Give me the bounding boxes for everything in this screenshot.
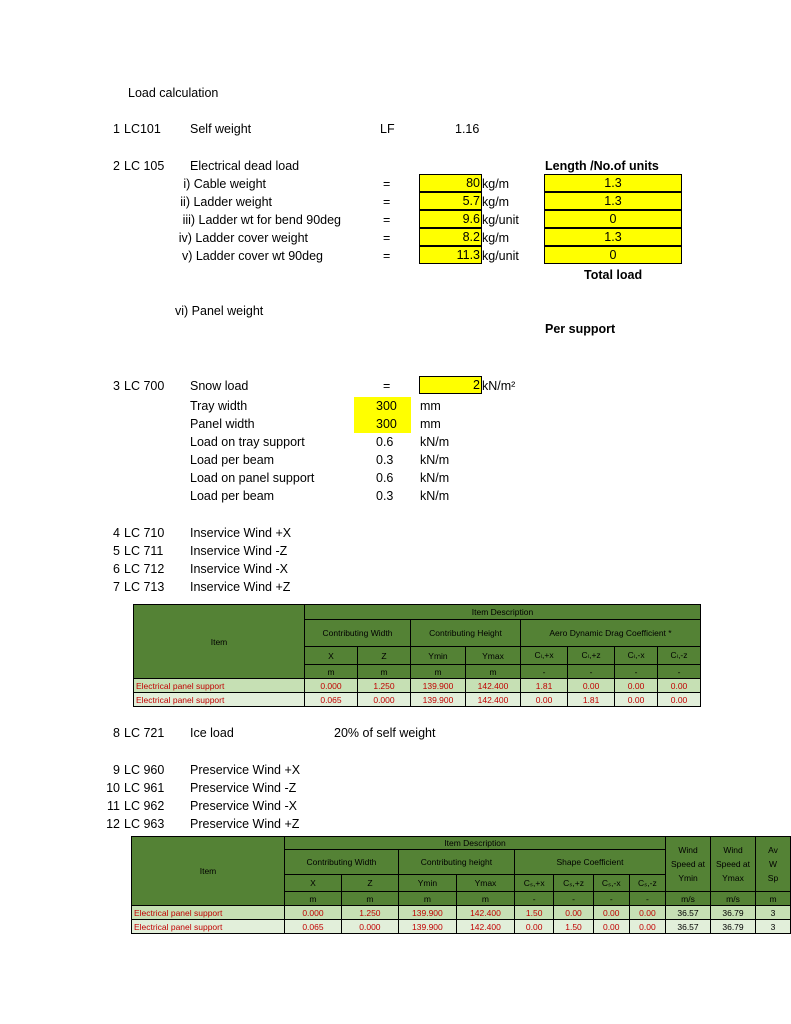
cell[interactable]: 0.065 <box>285 920 342 934</box>
lc-code: LC 105 <box>124 159 165 173</box>
unit-header: m <box>756 892 791 906</box>
unit-header: - <box>568 665 615 679</box>
equals-sign: = <box>383 177 391 191</box>
cell[interactable]: 1.250 <box>357 679 410 693</box>
lc-name: Inservice Wind +Z <box>190 580 291 594</box>
equals-sign: = <box>383 195 391 209</box>
lc-name: Inservice Wind -Z <box>190 544 288 558</box>
table-header-ch: Contributing Height <box>410 620 520 647</box>
table-row <box>132 906 791 920</box>
dead-load-label: i) Cable weight <box>183 177 266 191</box>
unit-header: m <box>357 665 410 679</box>
cell[interactable]: 142.400 <box>465 679 520 693</box>
cell[interactable]: 0.00 <box>658 693 701 707</box>
avg-line1: Av <box>768 845 778 855</box>
cell[interactable]: 0.00 <box>568 679 615 693</box>
unit-header: m <box>305 665 358 679</box>
dead-load-value[interactable]: 9.6 <box>419 210 482 228</box>
cell[interactable]: 36.79 <box>711 906 756 920</box>
snow-row-unit: mm <box>420 399 441 413</box>
table-header-ws-min: Wind Speed at Ymin <box>666 837 711 892</box>
cell[interactable]: 36.57 <box>666 906 711 920</box>
lc-number: 5 <box>113 544 120 558</box>
unit-header: - <box>629 892 665 906</box>
dead-load-label: v) Ladder cover wt 90deg <box>181 249 323 263</box>
lc-code: LC 712 <box>124 562 165 576</box>
preservice-table-viewport <box>131 836 779 936</box>
lc-number: 7 <box>113 580 120 594</box>
snow-row-unit: kN/m <box>420 435 450 449</box>
lc-number: 8 <box>113 726 120 740</box>
dead-load-value[interactable]: 80 <box>419 174 482 192</box>
dead-load-unit: kg/unit <box>482 213 519 227</box>
snow-row-value: 0.6 <box>376 471 394 485</box>
cell[interactable]: 139.900 <box>410 693 465 707</box>
col-header: Cₛ,-x <box>593 875 629 892</box>
snow-load-value[interactable]: 2 <box>419 376 482 394</box>
cell[interactable]: 0.065 <box>305 693 358 707</box>
snow-row-label: Load per beam <box>190 453 275 467</box>
lc-code: LC 962 <box>124 799 165 813</box>
lc-name: Preservice Wind +X <box>190 763 301 777</box>
table-header-ch: Contributing height <box>398 850 514 875</box>
cell[interactable]: 0.00 <box>658 679 701 693</box>
panel-weight-label: vi) Panel weight <box>175 304 264 318</box>
lc-name: Inservice Wind +X <box>190 526 292 540</box>
length-header: Length /No.of units <box>545 159 659 173</box>
lc-name: Snow load <box>190 379 249 393</box>
row-label: Electrical panel support <box>134 679 305 693</box>
table-header-cw: Contributing Width <box>285 850 399 875</box>
col-header: Z <box>341 875 398 892</box>
inservice-wind-table <box>133 604 701 707</box>
lc-name: Inservice Wind -X <box>190 562 288 576</box>
cell[interactable]: 139.900 <box>410 679 465 693</box>
col-header: Cₛ,-z <box>629 875 665 892</box>
per-support-label: Per support <box>545 322 616 336</box>
lc-name: Preservice Wind -X <box>190 799 297 813</box>
unit-header: m <box>456 892 514 906</box>
cell[interactable]: 0.00 <box>554 906 593 920</box>
snow-row-label: Panel width <box>190 417 255 431</box>
lc-number: 2 <box>113 159 120 173</box>
unit-header: m <box>465 665 520 679</box>
snow-row-value: 0.3 <box>376 453 394 467</box>
col-header: Ymin <box>410 647 465 665</box>
length-value[interactable]: 1.3 <box>544 228 682 246</box>
table-header-cw: Contributing Width <box>305 620 411 647</box>
cell[interactable]: 0.00 <box>593 906 629 920</box>
lc-code: LC 710 <box>124 526 165 540</box>
lc-name: Electrical dead load <box>190 159 300 173</box>
length-value[interactable]: 1.3 <box>544 192 682 210</box>
cell[interactable]: 142.400 <box>465 693 520 707</box>
lc-number: 12 <box>106 817 120 831</box>
dead-load-label: ii) Ladder weight <box>180 195 272 209</box>
panel-width-value[interactable]: 300 <box>354 415 411 433</box>
col-header: Cₗ,+x <box>521 647 568 665</box>
row-label: Electrical panel support <box>132 920 285 934</box>
table-header-ws-max: Wind Speed at Ymax <box>711 837 756 892</box>
snow-row-unit: kN/m <box>420 471 450 485</box>
cell[interactable]: 139.900 <box>398 920 456 934</box>
cell[interactable]: 36.79 <box>711 920 756 934</box>
lc-name: Self weight <box>190 122 252 136</box>
lc-number: 6 <box>113 562 120 576</box>
lc-code: LC 713 <box>124 580 165 594</box>
lc-name: Preservice Wind +Z <box>190 817 300 831</box>
snow-row-unit: kN/m <box>420 489 450 503</box>
dead-load-value[interactable]: 5.7 <box>419 192 482 210</box>
dead-load-unit: kg/m <box>482 195 510 209</box>
cell[interactable]: 1.81 <box>521 679 568 693</box>
unit-header: m <box>341 892 398 906</box>
cell[interactable]: 1.50 <box>514 906 553 920</box>
lc-code: LC 721 <box>124 726 165 740</box>
snow-row-unit: kN/m <box>420 453 450 467</box>
table-header-avg <box>756 837 791 892</box>
snow-load-unit: kN/m² <box>482 379 516 393</box>
lc-code: LC 963 <box>124 817 165 831</box>
cell[interactable]: 0.000 <box>305 679 358 693</box>
table-header-drag: Aero Dynamic Drag Coefficient * <box>521 620 701 647</box>
lc-number: 4 <box>113 526 120 540</box>
length-value[interactable]: 0 <box>544 210 682 228</box>
col-header: Z <box>357 647 410 665</box>
cell[interactable]: 0.00 <box>629 920 665 934</box>
table-row <box>134 693 701 707</box>
page-title: Load calculation <box>128 86 219 100</box>
avg-line3: Sp <box>767 873 779 883</box>
lc-code: LC101 <box>124 122 161 136</box>
snow-row-unit: mm <box>420 417 441 431</box>
unit-header: - <box>593 892 629 906</box>
unit-header: m/s <box>711 892 756 906</box>
row-label: Electrical panel support <box>132 906 285 920</box>
table-row <box>134 679 701 693</box>
dead-load-value[interactable]: 8.2 <box>419 228 482 246</box>
table-header-shape: Shape Coefficient <box>514 850 665 875</box>
lc-name: Preservice Wind -Z <box>190 781 297 795</box>
length-value[interactable]: 1.3 <box>544 174 682 192</box>
lc-name: Ice load <box>190 726 234 740</box>
cell[interactable]: 1.50 <box>554 920 593 934</box>
lf-value: 1.16 <box>455 122 480 136</box>
cell[interactable]: 1.81 <box>568 693 615 707</box>
equals-sign: = <box>383 231 391 245</box>
cell[interactable]: 1.250 <box>341 906 398 920</box>
snow-row-label: Tray width <box>190 399 248 413</box>
unit-header: - <box>514 892 553 906</box>
ice-load-value: 20% of self weight <box>334 726 436 740</box>
cell[interactable]: 0.00 <box>629 906 665 920</box>
cell[interactable]: 0.00 <box>593 920 629 934</box>
lc-number: 1 <box>113 122 120 136</box>
snow-row-label: Load per beam <box>190 489 275 503</box>
dead-load-label: iv) Ladder cover weight <box>178 231 308 245</box>
table-header-item: Item <box>132 837 285 906</box>
lc-number: 10 <box>106 781 120 795</box>
unit-header: m <box>398 892 456 906</box>
col-header: Ymax <box>465 647 520 665</box>
length-value[interactable]: 0 <box>544 246 682 264</box>
cell[interactable]: 0.00 <box>521 693 568 707</box>
col-header: Cₗ,+z <box>568 647 615 665</box>
table-header-desc: Item Description <box>305 605 701 620</box>
dead-load-value[interactable]: 11.3 <box>419 246 482 264</box>
lc-number: 9 <box>113 763 120 777</box>
unit-header: - <box>615 665 658 679</box>
cell[interactable]: 0.000 <box>285 906 342 920</box>
cell[interactable]: 142.400 <box>456 906 514 920</box>
dead-load-unit: kg/m <box>482 177 510 191</box>
cell[interactable]: 0.00 <box>615 679 658 693</box>
col-header: Cₛ,+x <box>514 875 553 892</box>
row-label: Electrical panel support <box>134 693 305 707</box>
lc-number: 3 <box>113 379 120 393</box>
preservice-wind-table <box>131 836 791 934</box>
lc-code: LC 711 <box>124 544 164 558</box>
unit-header: - <box>521 665 568 679</box>
unit-header: m <box>285 892 342 906</box>
lc-code: LC 700 <box>124 379 165 393</box>
snow-row-label: Load on tray support <box>190 435 305 449</box>
avg-line2: W <box>768 859 778 869</box>
unit-header: m/s <box>666 892 711 906</box>
lf-label: LF <box>380 122 395 136</box>
cell[interactable]: 0.00 <box>514 920 553 934</box>
dead-load-label: iii) Ladder wt for bend 90deg <box>182 213 341 227</box>
table-row <box>132 920 791 934</box>
equals-sign: = <box>383 213 391 227</box>
equals-sign: = <box>383 379 391 393</box>
lc-number: 11 <box>107 799 120 813</box>
cell[interactable]: 0.000 <box>357 693 410 707</box>
cell[interactable]: 0.000 <box>341 920 398 934</box>
snow-row-value: 0.3 <box>376 489 394 503</box>
col-header: Cₗ,-x <box>615 647 658 665</box>
table-header-item: Item <box>134 605 305 679</box>
lc-code: LC 960 <box>124 763 165 777</box>
total-load-label: Total load <box>584 268 643 282</box>
col-header: Ymin <box>398 875 456 892</box>
cell[interactable]: 0.00 <box>615 693 658 707</box>
col-header: X <box>285 875 342 892</box>
cell[interactable]: 142.400 <box>456 920 514 934</box>
lc-code: LC 961 <box>124 781 165 795</box>
cell[interactable]: 36.57 <box>666 920 711 934</box>
snow-row-value: 0.6 <box>376 435 394 449</box>
equals-sign: = <box>383 249 391 263</box>
col-header: Cₛ,+z <box>554 875 593 892</box>
cell[interactable]: 139.900 <box>398 906 456 920</box>
cell[interactable]: 3 <box>756 920 791 934</box>
col-header: Ymax <box>456 875 514 892</box>
dead-load-unit: kg/m <box>482 231 510 245</box>
tray-width-value[interactable]: 300 <box>354 397 411 415</box>
col-header: Cₗ,-z <box>658 647 701 665</box>
unit-header: m <box>410 665 465 679</box>
unit-header: - <box>658 665 701 679</box>
col-header: X <box>305 647 358 665</box>
dead-load-unit: kg/unit <box>482 249 519 263</box>
table-header-desc: Item Description <box>285 837 666 850</box>
unit-header: - <box>554 892 593 906</box>
snow-row-label: Load on panel support <box>190 471 315 485</box>
cell[interactable]: 3 <box>756 906 791 920</box>
